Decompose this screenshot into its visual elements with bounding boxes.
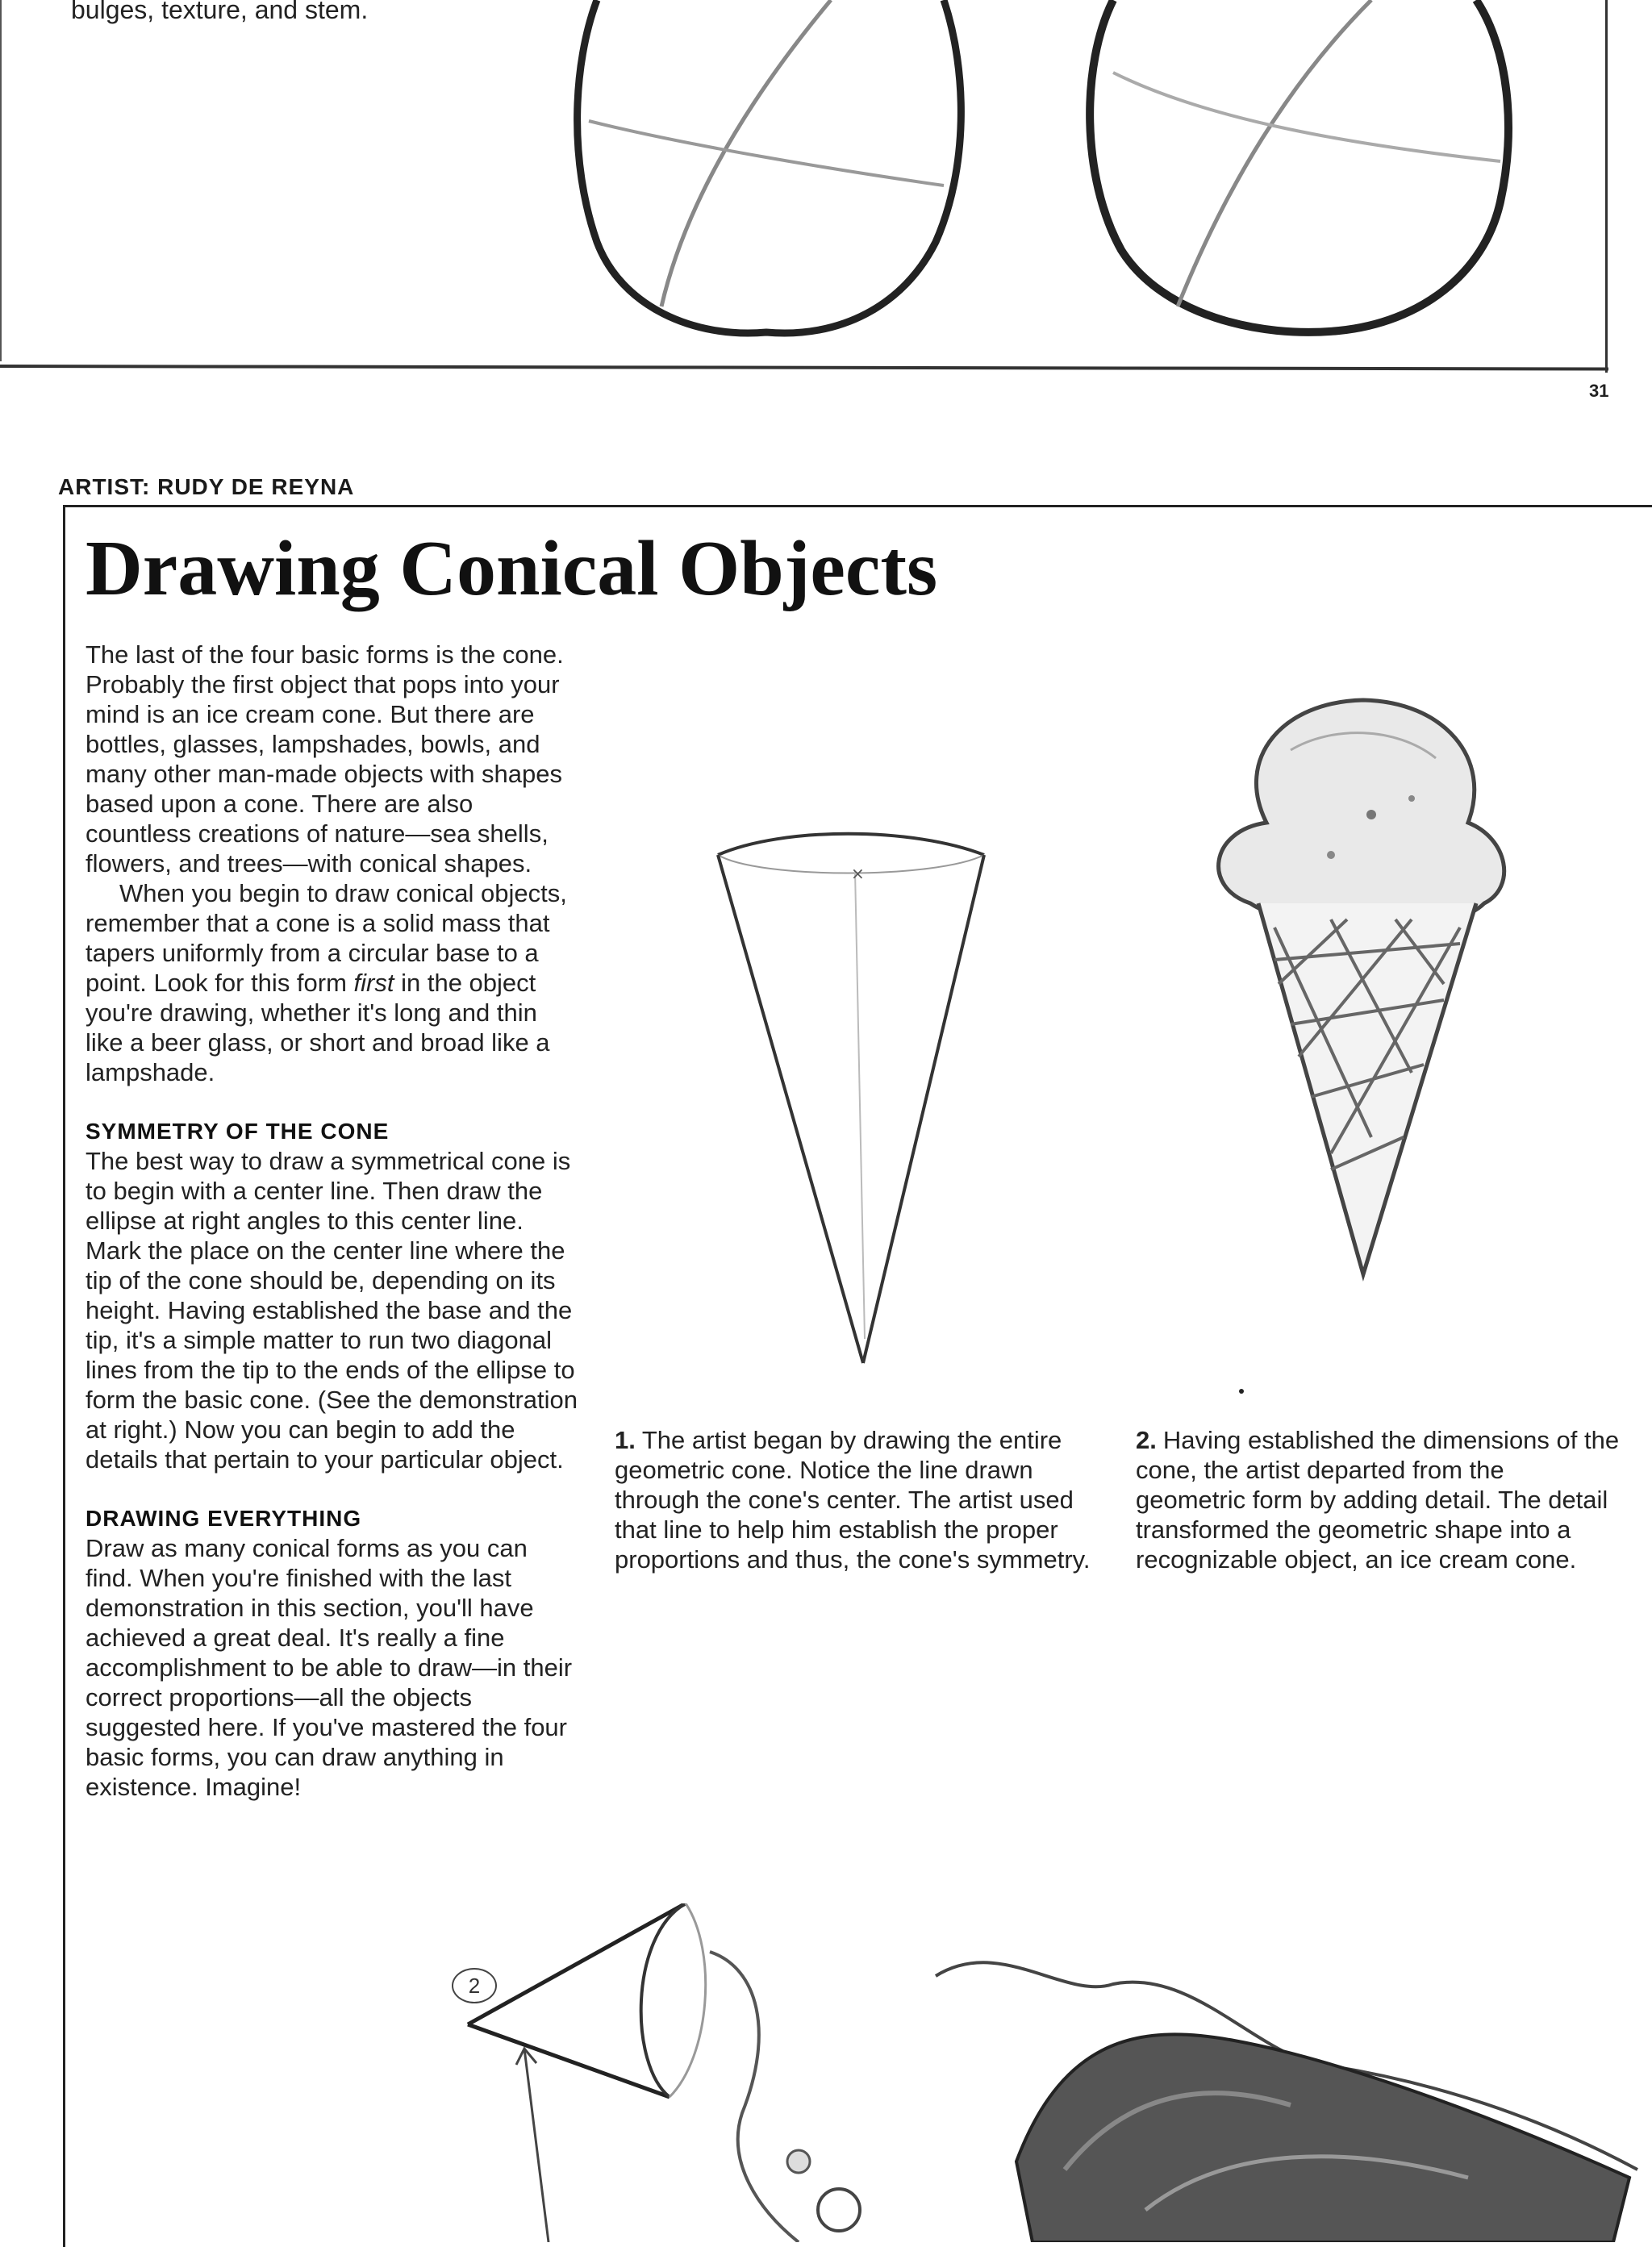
intro-paragraph-2: [86, 878, 578, 1087]
step-number-badge: 2: [452, 1968, 497, 2003]
stray-pencil-dot: [1239, 1389, 1244, 1394]
page-title: Drawing Conical Objects: [86, 525, 938, 612]
caption-step-2-number: 2.: [1136, 1426, 1157, 1454]
artist-credit: ARTIST: RUDY DE REYNA: [58, 474, 355, 499]
section-text-drawing-everything: Draw as many conical forms as you can find. When you're finished with the last demonstration in this section, you'll have achieved a great deal. It's really a fine accomplishment to be able to draw—in their correct proportions—all the objects suggested here. If you've mastered the four basic forms, you can draw anything in existence. Imagine!: [86, 1534, 573, 1801]
previous-page-caption: bulges, texture, and stem.: [71, 0, 369, 24]
section-heading-symmetry: SYMMETRY OF THE CONE: [86, 1119, 390, 1144]
caption-step-1-text: The artist began by drawing the entire geometric cone. Notice the line drawn through the cone's center. The artist used that line to help him establish the proper proportions and thus, the cone's symmetry.: [615, 1426, 1091, 1574]
previous-page-frame-left: [0, 0, 2, 361]
intro-paragraph-2-emphasis: first: [353, 969, 394, 997]
page-frame-left: [63, 505, 65, 2247]
conical-flower-sketch: [419, 1903, 1646, 2242]
ice-cream-cone-drawing: [1170, 686, 1549, 1299]
intro-paragraph-2-text-b: in the object you're drawing, whether it's long and thin like a beer glass, or short and broad like a lampshade.: [86, 969, 550, 1086]
previous-page-frame-bottom: [0, 365, 1608, 370]
intro-paragraph-1: The last of the four basic forms is the cone. Probably the first object that pops into your mind is an ice cream cone. But there are bottles, glasses, lampshades, bowls, and many other man-made objects with shapes based upon a cone. There are also countless creations of nature—sea shells, flowers, and trees—with conical shapes.: [86, 640, 564, 878]
section-text-symmetry: The best way to draw a symmetrical cone is to begin with a center line. Then draw the ellipse at right angles to this center line. Mark the place on the center line where the tip of the cone should be, depending on its height. Having established the base and the tip, it's a simple matter to run two diagonal lines from the tip to the ends of the ellipse to form the basic cone. (See the demonstration at right.) Now you can begin to add the details that pertain to your particular object.: [86, 1147, 578, 1474]
previous-page-frame-right: [1605, 0, 1608, 373]
previous-page-sphere-sketches: [565, 0, 1605, 355]
caption-step-1: [615, 1425, 1099, 1574]
svg-text:×: ×: [851, 864, 865, 883]
geometric-cone-drawing: [694, 823, 1000, 1387]
page-frame-top: [63, 505, 1652, 507]
body-text-column: [86, 640, 578, 1802]
section-heading-drawing-everything: DRAWING EVERYTHING: [86, 1506, 362, 1531]
caption-step-2-text: Having established the dimensions of the cone, the artist departed from the geometric form by adding detail. The detail transformed the geometric shape into a recognizable object, an ice cream cone.: [1136, 1426, 1620, 1574]
caption-step-1-number: 1.: [615, 1426, 636, 1454]
page-number: 31: [1589, 381, 1609, 401]
caption-step-2: [1136, 1425, 1620, 1574]
intro-paragraph-2-text-a: When you begin to draw conical objects, remember that a cone is a solid mass that tapers uniformly from a circular base to a point. Look for this form: [86, 879, 567, 997]
